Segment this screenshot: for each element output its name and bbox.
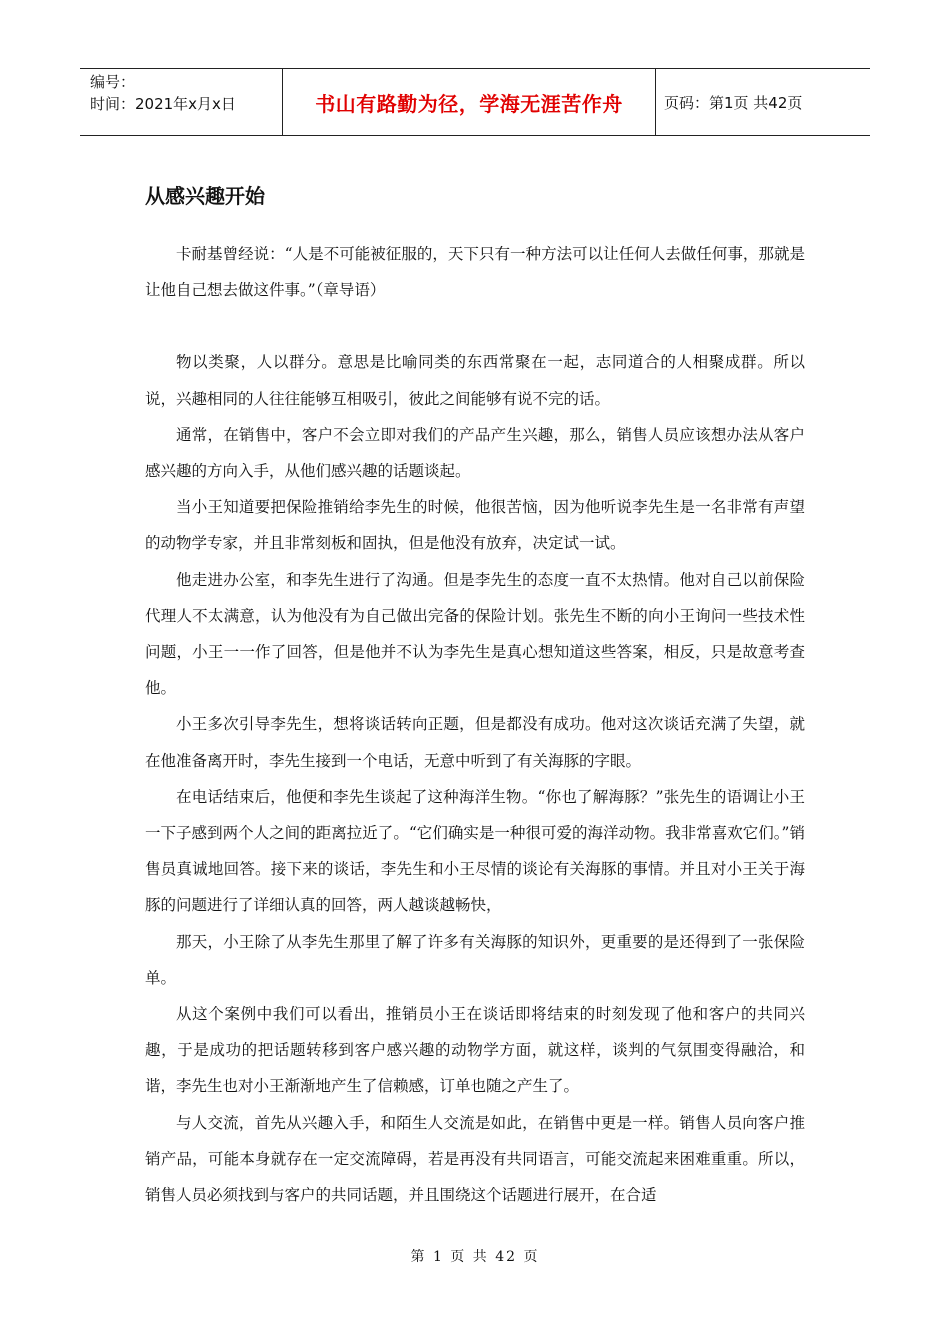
paragraph: 通常，在销售中，客户不会立即对我们的产品产生兴趣，那么，销售人员应该想办法从客户感兴趣的方向入手，从他们感兴趣的话题谈起。 (145, 425, 805, 481)
paragraph: 他走进办公室，和李先生进行了沟通。但是李先生的态度一直不太热情。他对自己以前保险代理人不太满意，认为他没有为自己做出完备的保险计划。张先生不断的向小王询问一些技术性问题，小王一一作了回答，但是他并不认为李先生是真心想知道这些答案，相反，只是故意考查他。 (145, 570, 805, 698)
paragraph: 从这个案例中我们可以看出，推销员小王在谈话即将结束的时刻发现了他和客户的共同兴趣，于是成功的把话题转移到客户感兴趣的动物学方面，就这样，谈判的气氛围变得融洽，和谐，李先生也对小王渐渐地产生了信赖感，订单也随之产生了。 (145, 1005, 805, 1096)
document-number-label: 编号： (90, 73, 136, 91)
document-date-label: 时间：2021年x月x日 (90, 95, 236, 113)
paragraph: 那天，小王除了从李先生那里了解了许多有关海豚的知识外，更重要的是还得到了一张保险单。 (145, 932, 805, 987)
article-title: 从感兴趣开始 (145, 184, 265, 208)
header-page-info: 页码：第1页 共42页 (664, 93, 803, 112)
header-motto: 书山有路勤为径，学海无涯苦作舟 (283, 69, 656, 135)
header-meta-cell (80, 69, 283, 135)
paragraph: 与人交流，首先从兴趣入手，和陌生人交流是如此，在销售中更是一样。销售人员向客户推销产品，可能本身就存在一定交流障碍，若是再没有共同语言，可能交流起来困难重重。所以，销售人员必须找到与客户的共同话题，并且围绕这个话题进行展开，在合适 (145, 1113, 805, 1205)
paragraph: 卡耐基曾经说：“人是不可能被征服的，天下只有一种方法可以让任何人去做任何事，那就是让他自己想去做这件事。”（章导语） (145, 245, 805, 300)
document-header (80, 68, 870, 136)
paragraph: 小王多次引导李先生，想将谈话转向正题，但是都没有成功。他对这次谈话充满了失望，就在他准备离开时，李先生接到一个电话，无意中听到了有关海豚的字眼。 (145, 715, 805, 770)
paragraph: 物以类聚，人以群分。意思是比喻同类的东西常聚在一起，志同道合的人相聚成群。所以说，兴趣相同的人往往能够互相吸引，彼此之间能够有说不完的话。 (145, 353, 805, 408)
article-body (145, 236, 805, 1213)
page-footer: 第 1 页 共 42 页 (410, 1249, 540, 1265)
paragraph: 在电话结束后，他便和李先生谈起了这种海洋生物。“你也了解海豚？”张先生的语调让小王一下子感到两个人之间的距离拉近了。“它们确实是一种很可爱的海洋动物。我非常喜欢它们。”销售员真诚地回答。接下来的谈话，李先生和小王尽情的谈论有关海豚的事情。并且对小王关于海豚的问题进行了详细认真的回答，两人越谈越畅快， (145, 787, 805, 915)
paragraph: 当小王知道要把保险推销给李先生的时候，他很苦恼，因为他听说李先生是一名非常有声望的动物学专家，并且非常刻板和固执，但是他没有放弃，决定试一试。 (145, 498, 805, 553)
